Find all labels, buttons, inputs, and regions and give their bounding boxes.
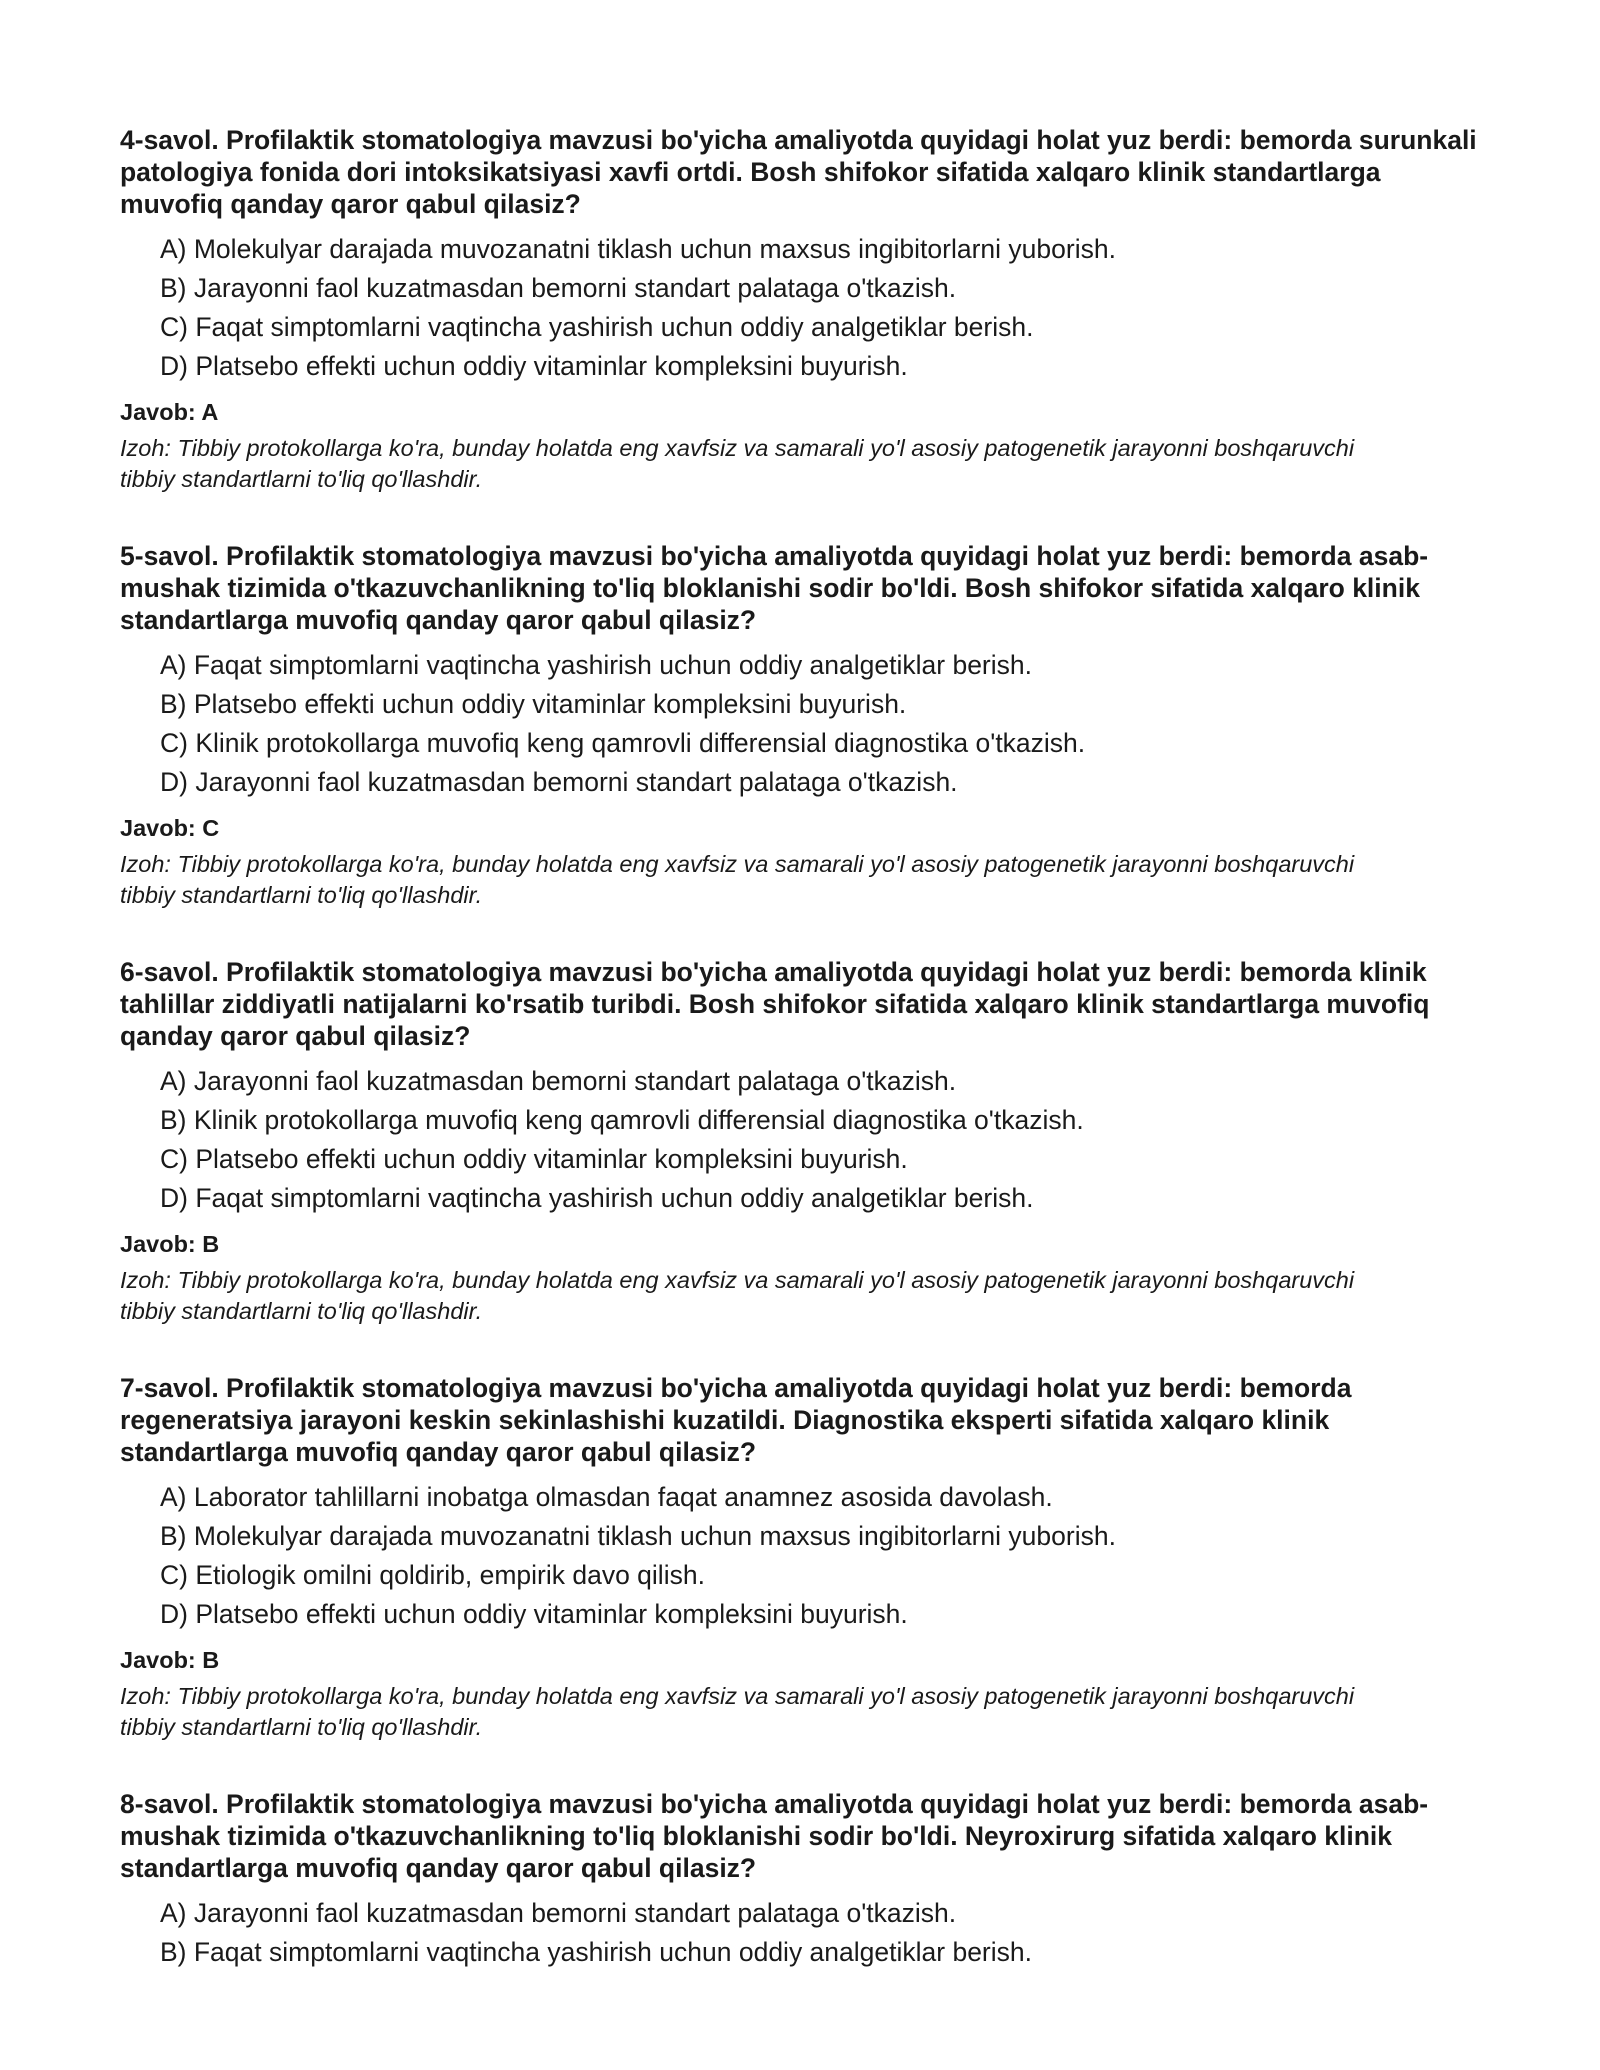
option-d: D) Faqat simptomlarni vaqtincha yashirish uchun oddiy analgetiklar berish.: [160, 1183, 1034, 1213]
option-c: C) Platsebo effekti uchun oddiy vitaminlar kompleksini buyurish.: [160, 1144, 908, 1174]
option-b: B) Faqat simptomlarni vaqtincha yashirish uchun oddiy analgetiklar berish.: [160, 1937, 1032, 1967]
explanation-text: Izoh: Tibbiy protokollarga ko'ra, bunday holatda eng xavfsiz va samarali yo'l asosiy patogenetik jarayonni boshqaruvchi tibbiy standartlarni to'liq qo'llashdir.: [120, 851, 1355, 908]
options-list: [120, 1894, 1480, 1972]
question-block: [120, 956, 1480, 1327]
options-list: [120, 230, 1480, 386]
option-c: C) Faqat simptomlarni vaqtincha yashirish uchun oddiy analgetiklar berish.: [160, 312, 1034, 342]
option-b: B) Klinik protokollarga muvofiq keng qamrovli differensial diagnostika o'tkazish.: [160, 1105, 1084, 1135]
question-block: [120, 1372, 1480, 1743]
question-block: [120, 124, 1480, 495]
explanation-text: Izoh: Tibbiy protokollarga ko'ra, bunday holatda eng xavfsiz va samarali yo'l asosiy patogenetik jarayonni boshqaruvchi tibbiy standartlarni to'liq qo'llashdir.: [120, 1683, 1355, 1740]
option-d: D) Jarayonni faol kuzatmasdan bemorni standart palataga o'tkazish.: [160, 767, 958, 797]
question-text: 6-savol. Profilaktik stomatologiya mavzusi bo'yicha amaliyotda quyidagi holat yuz berdi: bemorda klinik tahlillar ziddiyatli natijalarni ko'rsatib turibdi. Bosh shifokor sifatida xalqaro klinik standartlarga muvofiq qanday qaror qabul qilasiz?: [120, 957, 1430, 1051]
option-a: A) Jarayonni faol kuzatmasdan bemorni standart palataga o'tkazish.: [160, 1066, 957, 1096]
answer-text: Javob: A: [120, 399, 219, 425]
option-c: C) Etiologik omilni qoldirib, empirik davo qilish.: [160, 1560, 705, 1590]
answer-text: Javob: B: [120, 1647, 220, 1673]
option-d: D) Platsebo effekti uchun oddiy vitaminlar kompleksini buyurish.: [160, 351, 908, 381]
option-b: B) Jarayonni faol kuzatmasdan bemorni standart palataga o'tkazish.: [160, 273, 957, 303]
option-a: A) Laborator tahlillarni inobatga olmasdan faqat anamnez asosida davolash.: [160, 1482, 1053, 1512]
option-b: B) Platsebo effekti uchun oddiy vitaminlar kompleksini buyurish.: [160, 689, 907, 719]
option-a: A) Molekulyar darajada muvozanatni tiklash uchun maxsus ingibitorlarni yuborish.: [160, 234, 1116, 264]
question-block: [120, 1788, 1480, 1972]
options-list: [120, 1062, 1480, 1218]
options-list: [120, 646, 1480, 802]
option-b: B) Molekulyar darajada muvozanatni tiklash uchun maxsus ingibitorlarni yuborish.: [160, 1521, 1116, 1551]
question-text: 8-savol. Profilaktik stomatologiya mavzusi bo'yicha amaliyotda quyidagi holat yuz berdi: bemorda asab-mushak tizimida o'tkazuvchanlikning to'liq bloklanishi sodir bo'ldi. Neyroxirurg sifatida xalqaro klinik standartlarga muvofiq qanday qaror qabul qilasiz?: [120, 1789, 1429, 1883]
option-a: A) Jarayonni faol kuzatmasdan bemorni standart palataga o'tkazish.: [160, 1898, 957, 1928]
explanation-text: Izoh: Tibbiy protokollarga ko'ra, bunday holatda eng xavfsiz va samarali yo'l asosiy patogenetik jarayonni boshqaruvchi tibbiy standartlarni to'liq qo'llashdir.: [120, 1267, 1355, 1324]
answer-text: Javob: C: [120, 815, 220, 841]
option-c: C) Klinik protokollarga muvofiq keng qamrovli differensial diagnostika o'tkazish.: [160, 728, 1086, 758]
question-text: 7-savol. Profilaktik stomatologiya mavzusi bo'yicha amaliyotda quyidagi holat yuz berdi: bemorda regeneratsiya jarayoni keskin sekinlashishi kuzatildi. Diagnostika eksperti sifatida xalqaro klinik standartlarga muvofiq qanday qaror qabul qilasiz?: [120, 1373, 1352, 1467]
options-list: [120, 1478, 1480, 1634]
question-text: 5-savol. Profilaktik stomatologiya mavzusi bo'yicha amaliyotda quyidagi holat yuz berdi: bemorda asab-mushak tizimida o'tkazuvchanlikning to'liq bloklanishi sodir bo'ldi. Bosh shifokor sifatida xalqaro klinik standartlarga muvofiq qanday qaror qabul qilasiz?: [120, 541, 1429, 635]
question-text: 4-savol. Profilaktik stomatologiya mavzusi bo'yicha amaliyotda quyidagi holat yuz berdi: bemorda surunkali patologiya fonida dori intoksikatsiyasi xavfi ortdi. Bosh shifokor sifatida xalqaro klinik standartlarga muvofiq qanday qaror qabul qilasiz?: [120, 125, 1477, 219]
question-block: [120, 540, 1480, 911]
option-d: D) Platsebo effekti uchun oddiy vitaminlar kompleksini buyurish.: [160, 1599, 908, 1629]
answer-text: Javob: B: [120, 1231, 220, 1257]
option-a: A) Faqat simptomlarni vaqtincha yashirish uchun oddiy analgetiklar berish.: [160, 650, 1032, 680]
explanation-text: Izoh: Tibbiy protokollarga ko'ra, bunday holatda eng xavfsiz va samarali yo'l asosiy patogenetik jarayonni boshqaruvchi tibbiy standartlarni to'liq qo'llashdir.: [120, 435, 1355, 492]
